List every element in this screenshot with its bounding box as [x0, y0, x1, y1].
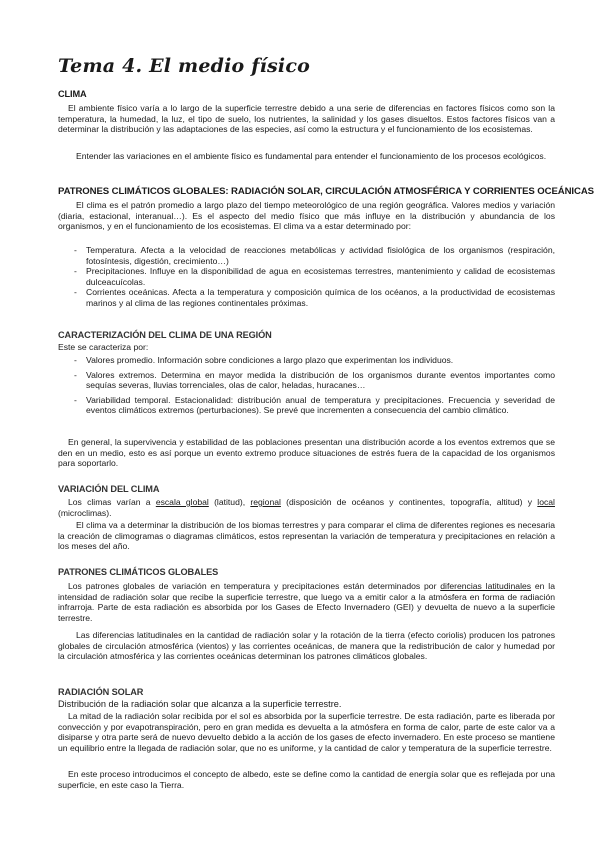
list-item: - Temperatura. Afecta a la velocidad de reacciones metabólicas y actividad fisiológica de los organismos (respiración, fotosíntesis, digestión, crecimiento…) — [74, 245, 555, 266]
page-title: Tema 4. El medio físico — [58, 55, 310, 77]
variacion-paragraph-1: Los climas varían a escala global (latitud), regional (disposición de océanos y continentes, topografía, altitud) y local (microclimas). — [58, 497, 555, 518]
caracterizacion-list — [58, 355, 555, 416]
section-heading-radiacion: RADIACIÓN SOLAR — [58, 687, 144, 697]
list-item: - Precipitaciones. Influye en la disponibilidad de agua en ecosistemas terrestres, mantenimiento y calidad de ecosistemas dulceacuícolas. — [74, 266, 555, 287]
list-item: - Valores promedio. Información sobre condiciones a largo plazo que experimentan los individuos. — [74, 355, 454, 365]
radiacion-subtitle: Distribución de la radiación solar que alcanza a la superficie terrestre. — [58, 699, 342, 709]
section-heading-caracterizacion: CARACTERIZACIÓN DEL CLIMA DE UNA REGIÓN — [58, 330, 272, 340]
list-item: - Corrientes oceánicas. Afecta a la temperatura y composición química de los océanos, a la productividad de ecosistemas marinos y al clima de las regiones continentales próximas. — [74, 287, 555, 308]
section-heading-variacion: VARIACIÓN DEL CLIMA — [58, 484, 160, 494]
patrones-paragraph-1: El clima es el patrón promedio a largo plazo del tiempo meteorológico de una región geográfica. Valores medios y variación (diaria, estacional, interanual…). Es el aspecto del medio físico que más influye en la distribución y abundancia de los organismos, y en el funcionamiento de los ecosistemas. El clima va a estar determinado por: — [58, 200, 555, 232]
patrones-list — [58, 245, 555, 309]
radiacion-paragraph-1: La mitad de la radiación solar recibida por el sol es absorbida por la superficie terrestre. De esta radiación, parte es liberada por convección y por evapotranspiración, pero en gran medida es devuelta a la atmósfera en forma de calor, parte de este calor va a disiparse y otra parte será de nuevo devuelto debido a la acción de los gases de efecto invernadero. En este proceso se mantiene un equilibrio entre la llegada de radiación solar, que no es uniforme, y la cantidad de calor y temperatura de la superficie terrestre. — [58, 711, 555, 753]
section-heading-patrones-globales: PATRONES CLIMÁTICOS GLOBALES — [58, 567, 219, 577]
clima-paragraph-1: El ambiente físico varía a lo largo de la superficie terrestre debido a una serie de diferencias en factores físicos como son la temperatura, la humedad, la luz, el tipo de suelo, los nutrientes, la salinidad y los gases disueltos. Estos factores físicos van a determinar la distribución y las adaptaciones de las especies, así como la estructura y el funcionamiento de los ecosistemas. — [58, 103, 555, 135]
patrones-globales-paragraph-1: Los patrones globales de variación en temperatura y precipitaciones están determinados por diferencias latitudinales en la intensidad de radiación solar que recibe la superficie terrestre, que luego va a emitir calor a la atmósfera en forma de radiación infrarroja. Parte de esta radiación es absorbida por los Gases de Efecto Invernadero (GEI) y devuelta de nuevo a la superficie terrestre. — [58, 581, 555, 623]
section-heading-clima: CLIMA — [58, 89, 87, 99]
variacion-paragraph-2: El clima va a determinar la distribución de los biomas terrestres y para comparar el clima de diferentes regiones es necesaria la creación de climogramas o diagramas climáticos, estos representan la variación de temperatura y precipitaciones en relación a los meses del año. — [58, 520, 555, 552]
clima-paragraph-2: Entender las variaciones en el ambiente físico es fundamental para entender el funcionamiento de los procesos ecológicos. — [76, 151, 547, 161]
radiacion-paragraph-2: En este proceso introducimos el concepto de albedo, este se define como la cantidad de energía solar que es reflejada por una superficie, en este caso la Tierra. — [58, 769, 555, 790]
section-heading-patrones: PATRONES CLIMÁTICOS GLOBALES: RADIACIÓN SOLAR, CIRCULACIÓN ATMOSFÉRICA Y CORRIENTES OCEÁNICAS — [58, 186, 594, 197]
list-item: - Variabilidad temporal. Estacionalidad: distribución anual de temperatura y precipitaciones. Frecuencia y severidad de eventos climáticos extremos (perturbaciones). Se prevé que incrementen a consecuencia del cambio climático. — [74, 394, 555, 416]
caracterizacion-intro: Este se caracteriza por: — [58, 342, 149, 352]
list-item: - Valores extremos. Determina en mayor medida la distribución de los organismos durante eventos importantes como sequías severas, lluvias torrenciales, olas de calor, heladas, huracanes… — [74, 369, 555, 391]
patrones-globales-paragraph-2: Las diferencias latitudinales en la cantidad de radiación solar y la rotación de la tierra (efecto coriolis) producen los patrones globales de circulación atmosférica (vientos) y las corrientes oceánicas, de manera que la redistribución de calor y humedad por la circulación atmosférica y las corrientes oceánicas determinan los patrones climáticos globales. — [58, 630, 555, 662]
caracterizacion-paragraph-2: En general, la supervivencia y estabilidad de las poblaciones presentan una distribución acorde a los eventos extremos que se den en un medio, esto es así porque un evento extremo produce situaciones de estrés fuera de la capacidad de los organismos para soportarlo. — [58, 437, 555, 469]
